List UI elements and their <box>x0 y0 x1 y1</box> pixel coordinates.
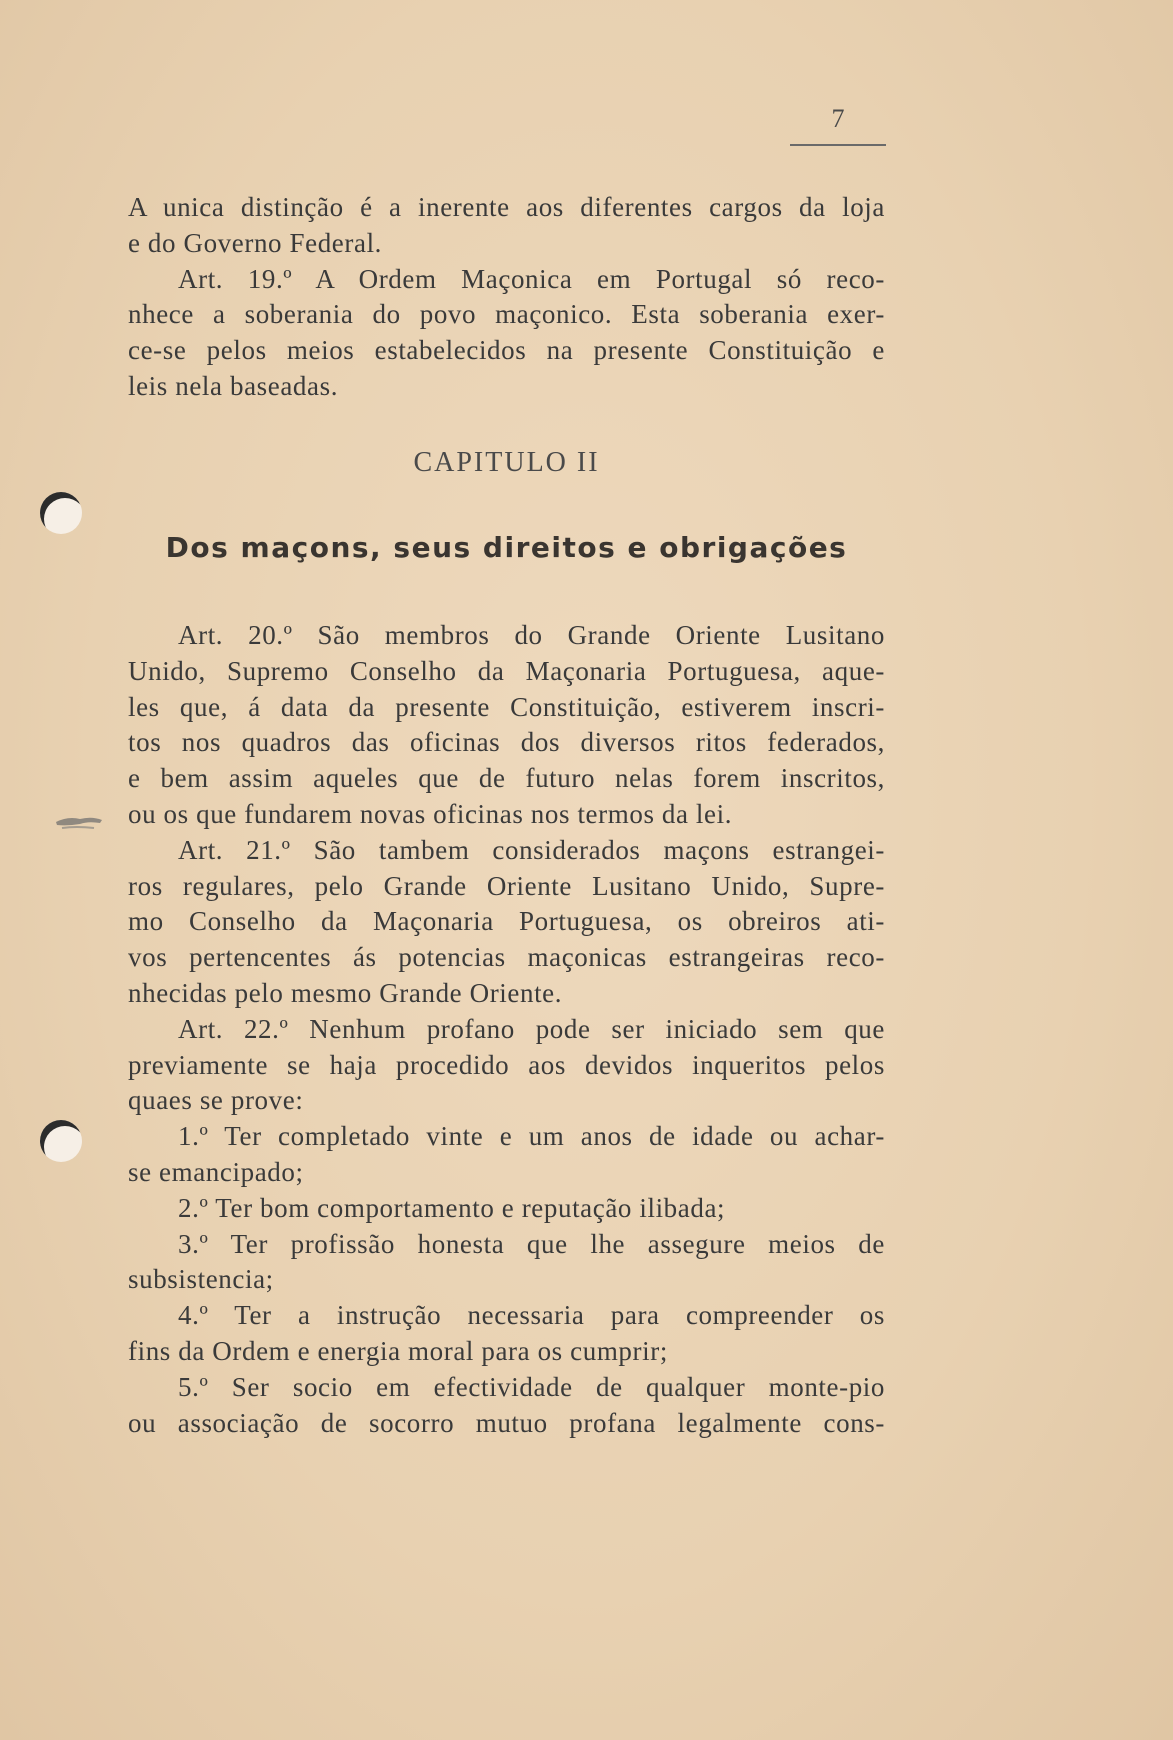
punch-hole <box>40 1120 82 1162</box>
text-line: e do Governo Federal. <box>128 227 383 258</box>
text-line: Art. 21.º São tambem considerados maçons estrangei- <box>178 834 885 865</box>
text-line: 3.º Ter profissão honesta que lhe assegure meios de <box>178 1228 885 1259</box>
text-block-intro <box>128 190 885 405</box>
text-line: ou associação de socorro mutuo profana legalmente cons- <box>128 1407 885 1438</box>
text-line: leis nela baseadas. <box>128 370 339 401</box>
text-line: previamente se haja procedido aos devidos inqueritos pelos <box>128 1049 885 1080</box>
text-line: fins da Ordem e energia moral para os cumprir; <box>128 1335 668 1366</box>
page-number-rule <box>790 144 886 146</box>
text-line: quaes se prove: <box>128 1085 304 1116</box>
text-line: 4.º Ter a instrução necessaria para compreender os <box>178 1300 885 1331</box>
ink-stain-mark <box>54 810 104 832</box>
text-line: 1.º Ter completado vinte e um anos de idade ou achar- <box>178 1121 885 1152</box>
text-line: 5.º Ser socio em efectividade de qualquer monte-pio <box>178 1371 885 1402</box>
text-line: les que, á data da presente Constituição, estiverem inscri- <box>128 691 885 722</box>
text-line: mo Conselho da Maçonaria Portuguesa, os obreiros ati- <box>128 906 885 937</box>
text-line: nhecidas pelo mesmo Grande Oriente. <box>128 977 563 1008</box>
text-line: Art. 22.º Nenhum profano pode ser iniciado sem que <box>178 1013 885 1044</box>
text-line: nhece a soberania do povo maçonico. Esta soberania exer- <box>128 299 885 330</box>
text-line: ou os que fundarem novas oficinas nos termos da lei. <box>128 798 733 829</box>
text-line: subsistencia; <box>128 1264 274 1295</box>
text-block-articles <box>128 618 885 1441</box>
punch-hole <box>40 492 82 534</box>
text-line: Art. 19.º A Ordem Maçonica em Portugal só reco- <box>178 263 885 294</box>
text-line: A unica distinção é a inerente aos diferentes cargos da loja <box>128 192 885 222</box>
text-line: tos nos quadros das oficinas dos diversos ritos federados, <box>128 727 885 758</box>
text-line: Unido, Supremo Conselho da Maçonaria Portuguesa, aque- <box>128 655 885 686</box>
text-line: Art. 20.º São membros do Grande Oriente Lusitano <box>178 620 885 650</box>
text-line: e bem assim aqueles que de futuro nelas forem inscritos, <box>128 763 885 794</box>
chapter-subtitle: Dos maçons, seus direitos e obrigações <box>165 531 848 564</box>
chapter-heading: CAPITULO II <box>413 447 600 478</box>
text-line: ros regulares, pelo Grande Oriente Lusitano Unido, Supre- <box>128 870 885 901</box>
page-number: 7 <box>831 104 845 133</box>
text-line: 2.º Ter bom comportamento e reputação ilibada; <box>178 1192 726 1223</box>
text-line: ce-se pelos meios estabelecidos na presente Constituição e <box>128 335 885 366</box>
text-line: vos pertencentes ás potencias maçonicas estrangeiras reco- <box>128 942 885 973</box>
text-line: se emancipado; <box>128 1156 304 1187</box>
